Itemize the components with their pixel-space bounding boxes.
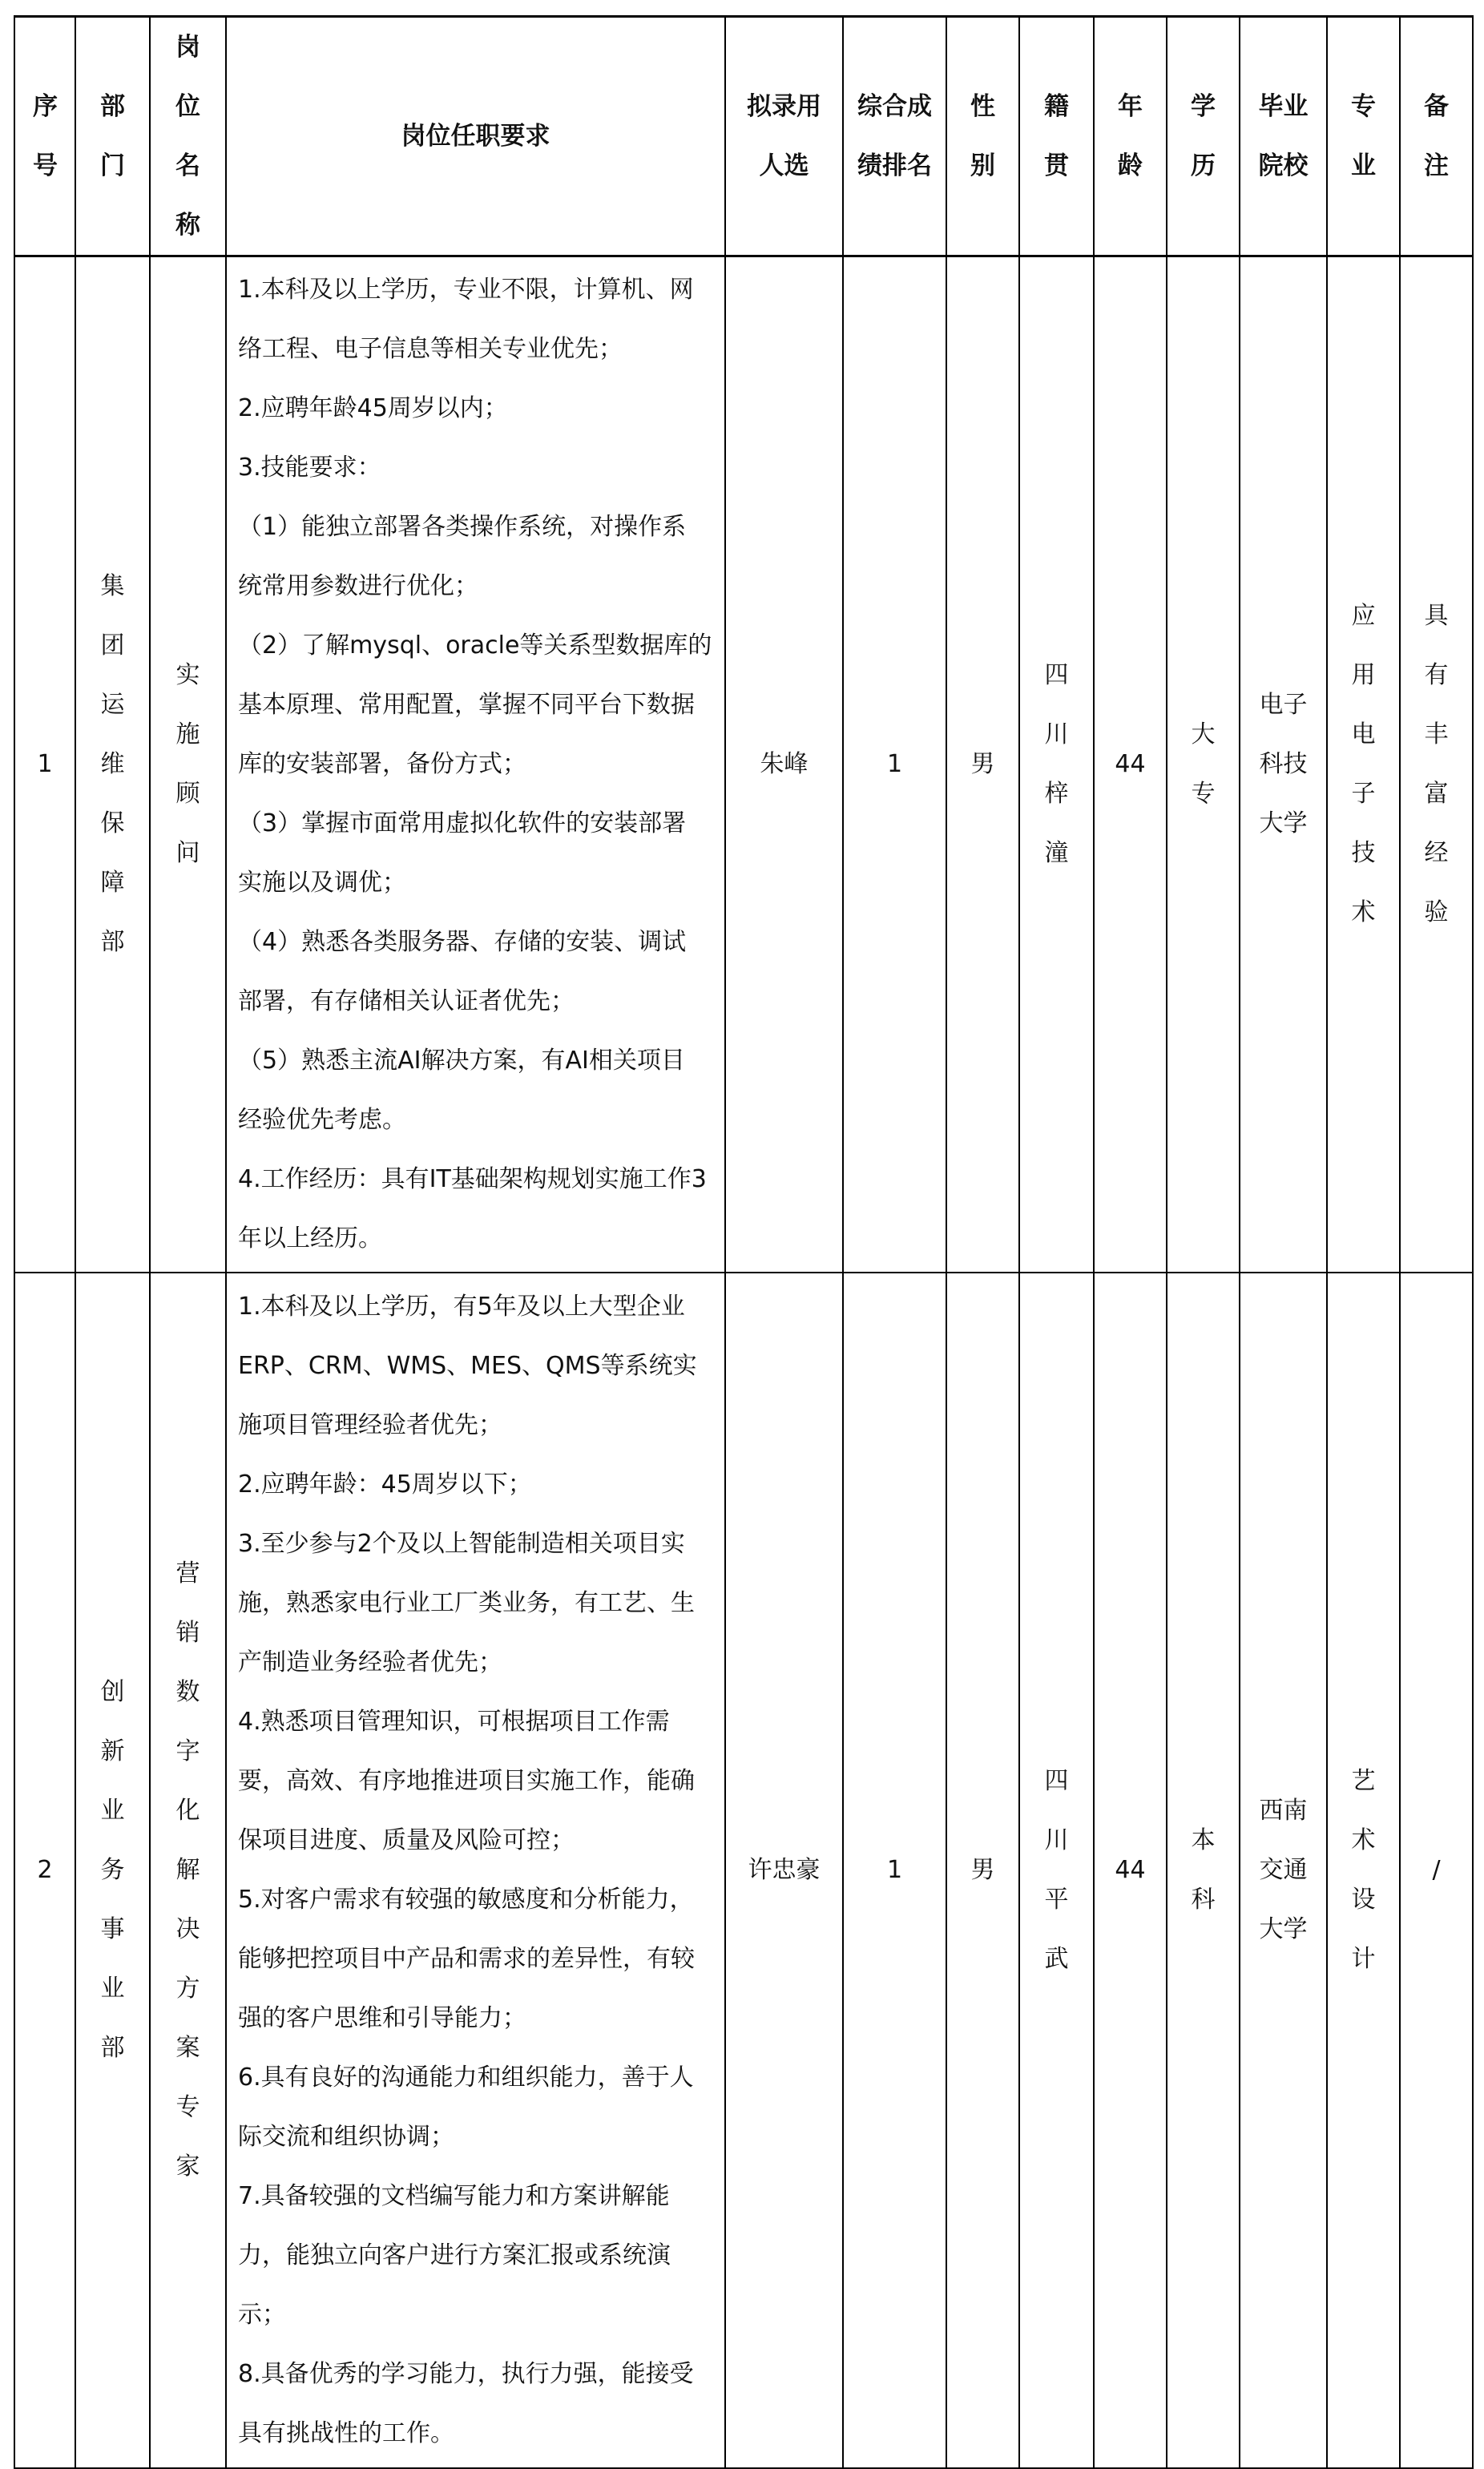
cell-origin: 四川梓潼: [1019, 256, 1094, 1273]
cell-major: 应用电子技术: [1327, 256, 1400, 1273]
header-candidate: 拟录用人选: [725, 17, 843, 256]
requirement-line: 保项目进度、质量及风险可控；: [238, 1826, 575, 1854]
requirement-line: 具有挑战性的工作。: [238, 2419, 454, 2447]
cell-position: 实施顾问: [150, 256, 226, 1273]
requirement-line: 3.至少参与2个及以上智能制造相关项目实: [238, 1530, 685, 1558]
header-origin: 籍贯: [1019, 17, 1094, 256]
requirement-line: 8.具备优秀的学习能力，执行力强，能接受: [238, 2360, 694, 2388]
requirement-line: 络工程、电子信息等相关专业优先；: [238, 335, 623, 363]
requirement-line: 施，熟悉家电行业工厂类业务，有工艺、生: [238, 1589, 695, 1617]
requirement-line: 7.具备较强的文档编写能力和方案讲解能: [238, 2182, 670, 2210]
cell-gender: 男: [946, 1273, 1019, 2468]
header-position: 岗位名称: [150, 17, 226, 256]
requirement-line: 经验优先考虑。: [238, 1106, 406, 1134]
requirement-line: （4）熟悉各类服务器、存储的安装、调试: [238, 928, 687, 956]
requirement-line: 统常用参数进行优化；: [238, 572, 478, 600]
header-rank: 综合成绩排名: [843, 17, 946, 256]
requirement-line: 施项目管理经验者优先；: [238, 1411, 502, 1439]
header-no: 序号: [14, 17, 75, 256]
header-remark: 备注: [1400, 17, 1473, 256]
requirement-line: （2）了解mysql、oracle等关系型数据库的: [238, 631, 712, 660]
requirement-line: 强的客户思维和引导能力；: [238, 2004, 526, 2032]
cell-no: 1: [14, 256, 75, 1273]
cell-major: 艺术设计: [1327, 1273, 1400, 2468]
header-major: 专业: [1327, 17, 1400, 256]
requirement-line: 年以上经历。: [238, 1224, 382, 1253]
requirement-line: 4.工作经历：具有IT基础架构规划实施工作3: [238, 1165, 707, 1193]
cell-requirements: [226, 1273, 725, 2468]
cell-rank: 1: [843, 256, 946, 1273]
requirement-line: 部署，有存储相关认证者优先；: [238, 987, 575, 1015]
requirement-line: （3）掌握市面常用虚拟化软件的安装部署: [238, 809, 687, 837]
candidate-table: [14, 15, 1474, 2469]
cell-dept: 集团运维保障部: [75, 256, 150, 1273]
requirement-line: 1.本科及以上学历，有5年及以上大型企业: [238, 1293, 685, 1321]
table-row: [14, 1273, 1473, 2468]
requirement-line: 力，能独立向客户进行方案汇报或系统演: [238, 2241, 671, 2269]
requirement-line: 基本原理、常用配置，掌握不同平台下数据: [238, 691, 695, 719]
requirement-line: 4.熟悉项目管理知识，可根据项目工作需: [238, 1708, 670, 1736]
cell-remark: 具有丰富经验: [1400, 256, 1473, 1273]
requirement-line: 要，高效、有序地推进项目实施工作，能确: [238, 1767, 695, 1795]
requirement-line: 5.对客户需求有较强的敏感度和分析能力，: [238, 1886, 694, 1914]
requirement-line: 产制造业务经验者优先；: [238, 1648, 502, 1676]
requirement-line: （5）熟悉主流AI解决方案，有AI相关项目: [238, 1047, 685, 1075]
requirement-line: 6.具有良好的沟通能力和组织能力，善于人: [238, 2064, 694, 2092]
cell-remark: /: [1400, 1273, 1473, 2468]
requirement-line: 库的安装部署，备份方式；: [238, 750, 526, 778]
requirement-line: ERP、CRM、WMS、MES、QMS等系统实: [238, 1352, 697, 1380]
cell-requirements: [226, 256, 725, 1273]
header-row: [14, 17, 1473, 256]
cell-education: 大专: [1167, 256, 1240, 1273]
requirement-line: 1.本科及以上学历，专业不限，计算机、网: [238, 276, 694, 304]
cell-age: 44: [1094, 256, 1167, 1273]
header-age: 年龄: [1094, 17, 1167, 256]
cell-rank: 1: [843, 1273, 946, 2468]
requirement-line: 能够把控项目中产品和需求的差异性，有较: [238, 1945, 695, 1973]
requirement-line: 3.技能要求：: [238, 454, 381, 482]
cell-age: 44: [1094, 1273, 1167, 2468]
header-education: 学历: [1167, 17, 1240, 256]
requirement-line: （1）能独立部署各类操作系统，对操作系: [238, 513, 687, 541]
cell-position: 营销数字化解决方案专家: [150, 1273, 226, 2468]
header-gender: 性别: [946, 17, 1019, 256]
cell-origin: 四川平武: [1019, 1273, 1094, 2468]
requirement-line: 实施以及调优；: [238, 869, 406, 897]
cell-candidate: 朱峰: [725, 256, 843, 1273]
requirement-line: 示；: [238, 2301, 286, 2329]
header-school: 毕业院校: [1240, 17, 1327, 256]
cell-candidate: 许忠豪: [725, 1273, 843, 2468]
cell-gender: 男: [946, 256, 1019, 1273]
requirement-line: 际交流和组织协调；: [238, 2123, 454, 2151]
cell-dept: 创新业务事业部: [75, 1273, 150, 2468]
header-dept: 部门: [75, 17, 150, 256]
cell-school: 西南交通大学: [1240, 1273, 1327, 2468]
table-row: [14, 256, 1473, 1273]
header-requirements: 岗位任职要求: [226, 17, 725, 256]
cell-education: 本科: [1167, 1273, 1240, 2468]
cell-no: 2: [14, 1273, 75, 2468]
requirement-line: 2.应聘年龄45周岁以内；: [238, 394, 508, 422]
cell-school: 电子科技大学: [1240, 256, 1327, 1273]
requirement-line: 2.应聘年龄：45周岁以下；: [238, 1471, 532, 1499]
